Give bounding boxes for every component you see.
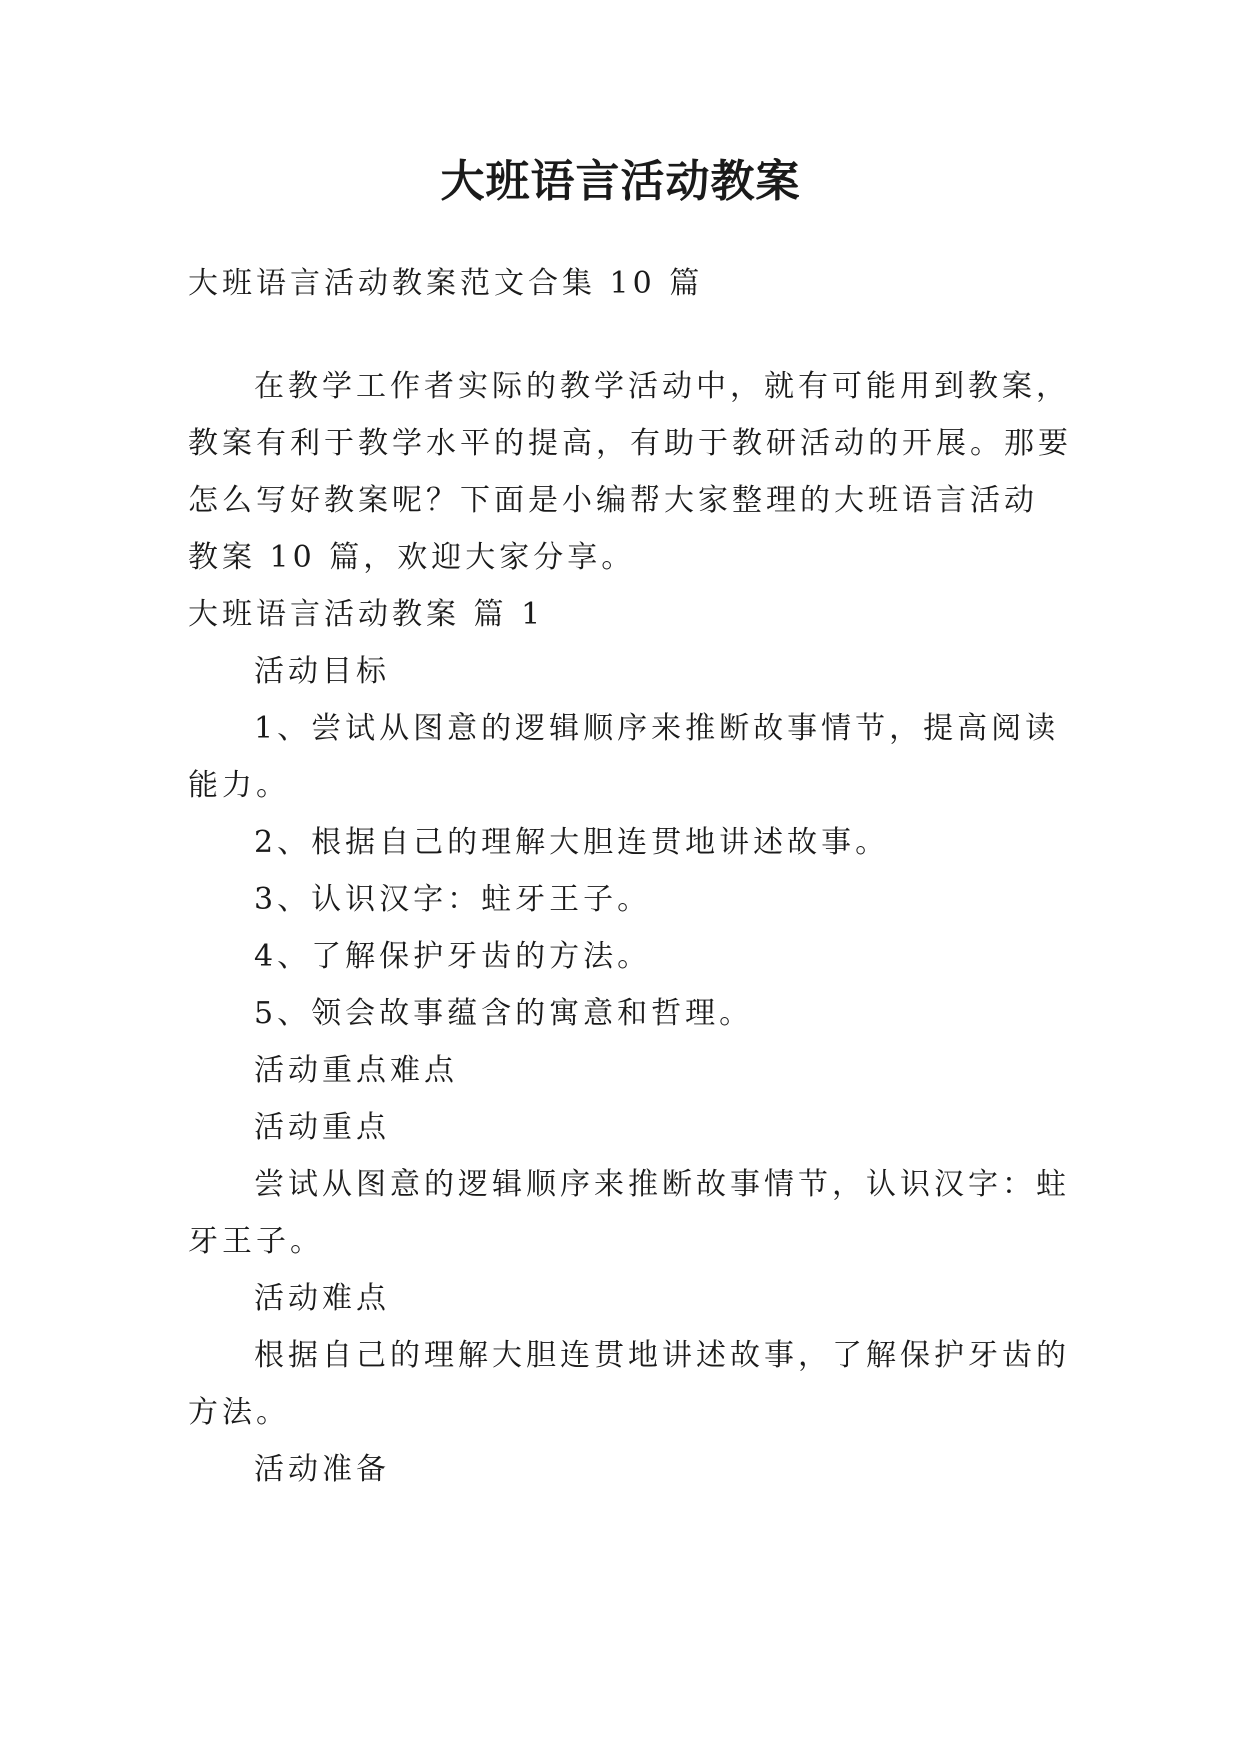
- intro-line-1: 在教学工作者实际的教学活动中，就有可能用到教案，: [254, 369, 1070, 404]
- preparation-heading: 活动准备: [254, 1452, 390, 1487]
- goal-item-1-line-1: 1、尝试从图意的逻辑顺序来推断故事情节，提高阅读: [254, 711, 1060, 746]
- goal-item-5: 5、领会故事蕴含的寓意和哲理。: [254, 996, 754, 1031]
- intro-line-2: 教案有利于教学水平的提高，有助于教研活动的开展。那要: [188, 426, 1072, 461]
- goal-item-2: 2、根据自己的理解大胆连贯地讲述故事。: [254, 825, 890, 860]
- document-title: 大班语言活动教案: [440, 156, 801, 207]
- intro-line-4: 教案 10 篇，欢迎大家分享。: [188, 540, 636, 575]
- goal-item-3: 3、认识汉字：蛀牙王子。: [254, 882, 652, 917]
- difficult-points-heading: 活动难点: [254, 1281, 390, 1316]
- key-points-line-2: 牙王子。: [188, 1224, 324, 1259]
- difficult-points-line-1: 根据自己的理解大胆连贯地讲述故事，了解保护牙齿的: [254, 1338, 1070, 1373]
- goal-item-1-line-2: 能力。: [188, 768, 290, 803]
- goals-heading: 活动目标: [254, 654, 390, 689]
- key-points-line-1: 尝试从图意的逻辑顺序来推断故事情节，认识汉字：蛀: [254, 1167, 1070, 1202]
- intro-line-3: 怎么写好教案呢？下面是小编帮大家整理的大班语言活动: [188, 483, 1038, 518]
- document-subtitle: 大班语言活动教案范文合集 10 篇: [188, 266, 704, 301]
- goal-item-4: 4、了解保护牙齿的方法。: [254, 939, 652, 974]
- key-difficult-heading: 活动重点难点: [254, 1053, 458, 1088]
- difficult-points-line-2: 方法。: [188, 1395, 290, 1430]
- section-heading: 大班语言活动教案 篇 1: [188, 597, 545, 632]
- key-points-heading: 活动重点: [254, 1110, 390, 1145]
